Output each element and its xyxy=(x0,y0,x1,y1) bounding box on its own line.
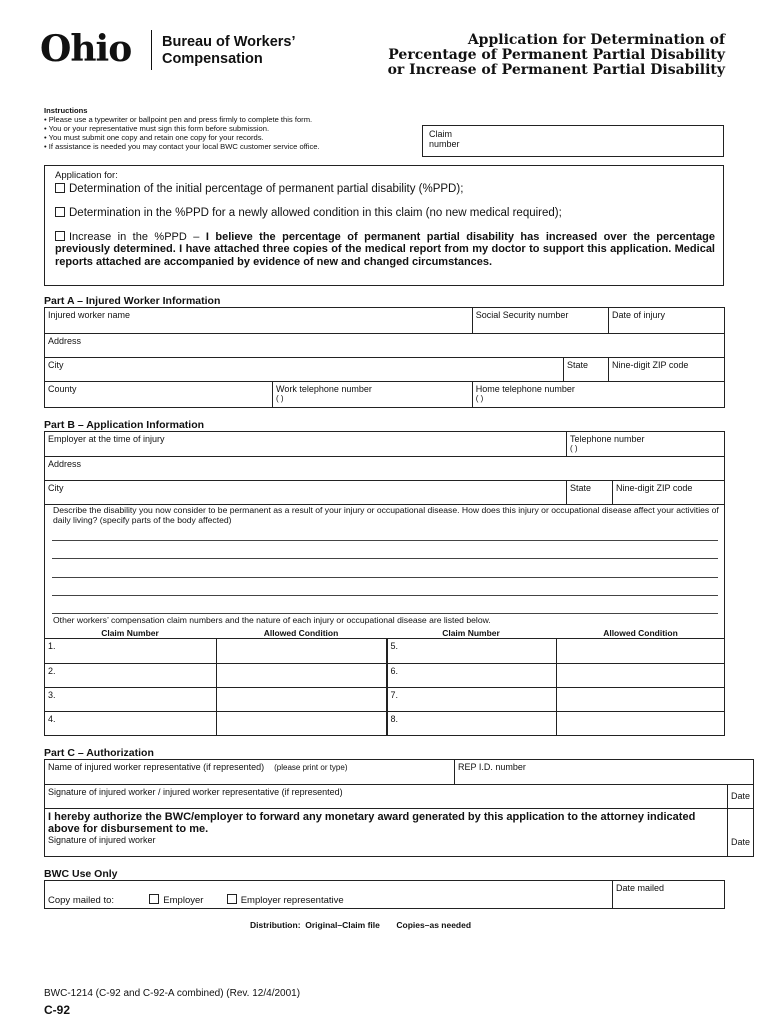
injured-worker-name-field[interactable] xyxy=(45,308,473,334)
row-number: 5. xyxy=(390,641,399,651)
instruction-item: • You must submit one copy and retain one copy for your records. xyxy=(44,133,264,142)
title-line1: Application for Determination of xyxy=(467,32,725,48)
row-number: 7. xyxy=(390,690,399,700)
allowed-condition-cell[interactable] xyxy=(217,688,387,712)
col-allowed-condition: Allowed Condition xyxy=(603,628,678,638)
claim-number-cell[interactable] xyxy=(387,712,557,736)
copy-mailed-row xyxy=(45,881,613,909)
write-line[interactable] xyxy=(52,595,718,596)
allowed-condition-cell[interactable] xyxy=(217,639,387,664)
label: Name of injured worker representative (if represented) xyxy=(48,762,265,772)
option-initial-ppd-label: Determination of the initial percentage of permanent partial disability (%PPD); xyxy=(69,183,464,195)
label: Home telephone number xyxy=(475,384,575,394)
claim-label-2: number xyxy=(429,139,460,149)
allowed-condition-cell[interactable] xyxy=(217,712,387,736)
row-number: 4. xyxy=(48,714,56,724)
state-field[interactable] xyxy=(564,358,609,382)
phone-format: ( ) xyxy=(475,394,484,403)
part-b-table xyxy=(44,431,725,505)
label: City xyxy=(48,360,64,370)
claim-number-cell[interactable] xyxy=(45,639,217,664)
county-field[interactable] xyxy=(45,382,273,408)
describe-prompt: Describe the disability you now consider to be permanent as a result of your injury or occupational disease. How does this injury or occupational disease affect your activities of daily living? (specify parts of the body affected) xyxy=(53,505,719,525)
employer-checkbox[interactable] xyxy=(149,894,159,904)
part-c-table xyxy=(44,759,754,857)
col-claim-number: Claim Number xyxy=(101,628,159,638)
row-number: 3. xyxy=(48,690,56,700)
option-increase-label: Increase in the %PPD – xyxy=(69,231,206,243)
employer-address-field[interactable] xyxy=(45,457,725,481)
label: Work telephone number xyxy=(276,384,372,394)
instructions xyxy=(44,106,414,151)
print-type-note: (please print or type) xyxy=(274,763,348,772)
write-line[interactable] xyxy=(52,540,718,541)
employer-field[interactable] xyxy=(45,432,567,457)
checkbox[interactable] xyxy=(55,231,65,241)
claim-label-1: Claim xyxy=(429,129,453,139)
bureau-name xyxy=(162,34,296,68)
claim-number-cell[interactable] xyxy=(387,639,557,664)
instruction-item: • If assistance is needed you may contact your local BWC customer service office. xyxy=(44,142,320,151)
instruction-item: • You or your representative must sign this form before submission. xyxy=(44,124,270,133)
other-claims-table xyxy=(44,638,725,736)
distribution-note: Distribution: Original–Claim file Copies–as needed xyxy=(250,920,472,930)
title-line3: or Increase of Permanent Partial Disability xyxy=(387,62,725,78)
ssn-field[interactable] xyxy=(472,308,608,334)
label: State xyxy=(567,360,589,370)
label: Social Security number xyxy=(475,310,569,320)
label: REP I.D. number xyxy=(458,762,526,772)
allowed-condition-cell[interactable] xyxy=(557,688,725,712)
write-line[interactable] xyxy=(52,558,718,559)
checkbox[interactable] xyxy=(55,183,65,193)
claim-number-cell[interactable] xyxy=(45,688,217,712)
employer-city-field[interactable] xyxy=(45,481,567,505)
label: Signature of injured worker / injured worker representative (if represented) xyxy=(48,787,343,797)
option-new-condition[interactable] xyxy=(55,207,562,219)
label: County xyxy=(48,384,77,394)
phone-format: ( ) xyxy=(570,444,578,453)
col-allowed-condition: Allowed Condition xyxy=(263,628,339,638)
title-line2: Percentage of Permanent Partial Disability xyxy=(388,47,725,63)
bwc-use-heading: BWC Use Only xyxy=(44,868,118,880)
write-line[interactable] xyxy=(52,613,718,614)
write-line[interactable] xyxy=(52,577,718,578)
option-increase-statement: I believe the percentage of permanent partial disability has increased over the percentage previously determined. I have attached three copies of the medical report from my doctor to support this application. Medical reports attached are accompanied by evidence of new and changed circumstances. xyxy=(55,231,716,268)
zip-field[interactable] xyxy=(609,358,725,382)
employer-label: Employer xyxy=(163,895,204,906)
employer-zip-field[interactable] xyxy=(613,481,725,505)
option-increase-ppd[interactable] xyxy=(55,231,715,268)
instructions-heading: Instructions xyxy=(44,106,88,115)
phone-format: ( ) xyxy=(276,394,284,403)
option-initial-ppd[interactable] xyxy=(55,183,463,195)
label: Telephone number xyxy=(570,434,645,444)
row-number: 8. xyxy=(390,714,399,724)
label: Date xyxy=(731,837,751,847)
address-field[interactable] xyxy=(45,334,725,358)
date-mailed-field[interactable] xyxy=(613,881,725,909)
work-phone-field[interactable] xyxy=(273,382,473,408)
label: Employer at the time of injury xyxy=(48,434,165,444)
ohio-logo: Ohio xyxy=(40,28,132,70)
copy-mailed-label: Copy mailed to: xyxy=(48,895,115,906)
label: Nine-digit ZIP code xyxy=(616,483,693,493)
claim-number-cell[interactable] xyxy=(387,688,557,712)
allowed-condition-cell[interactable] xyxy=(217,664,387,688)
label: Date xyxy=(731,791,751,801)
city-field[interactable] xyxy=(45,358,564,382)
bureau-line2: Compensation xyxy=(162,51,263,67)
instruction-item: • Please use a typewriter or ballpoint pen and press firmly to complete this form. xyxy=(44,115,313,124)
checkbox[interactable] xyxy=(55,207,65,217)
rep-name-field[interactable] xyxy=(45,760,455,785)
employer-rep-checkbox[interactable] xyxy=(227,894,237,904)
worker-signature-field[interactable] xyxy=(45,809,728,857)
rep-id-field[interactable] xyxy=(455,760,754,785)
rep-signature-field[interactable] xyxy=(45,785,728,809)
claim-number-cell[interactable] xyxy=(387,664,557,688)
part-a-heading: Part A – Injured Worker Information xyxy=(44,295,221,307)
rep-signature-date-field[interactable] xyxy=(728,785,754,809)
allowed-condition-cell[interactable] xyxy=(557,712,725,736)
label: Nine-digit ZIP code xyxy=(612,360,689,370)
label: Address xyxy=(48,459,82,469)
other-claims-prompt: Other workers’ compensation claim numbers and the nature of each injury or occupational disease are listed below. xyxy=(53,615,491,625)
part-a-table xyxy=(44,307,725,408)
bwc-use-table xyxy=(44,880,725,909)
worker-signature-date-field[interactable] xyxy=(728,809,754,857)
label: City xyxy=(48,483,64,493)
label: Date mailed xyxy=(616,883,665,893)
label: Address xyxy=(48,336,82,346)
employer-rep-label: Employer representative xyxy=(240,895,344,906)
part-c-heading: Part C – Authorization xyxy=(44,747,154,759)
allowed-condition-cell[interactable] xyxy=(557,639,725,664)
label: State xyxy=(570,483,592,493)
application-for-label: Application for: xyxy=(55,170,118,181)
option-new-condition-label: Determination in the %PPD for a newly allowed condition in this claim (no new medical required); xyxy=(69,207,562,219)
claim-number-cell[interactable] xyxy=(45,712,217,736)
form-number: BWC-1214 (C-92 and C-92-A combined) (Rev. 12/4/2001) xyxy=(44,988,301,999)
application-for-section xyxy=(44,165,724,286)
employer-state-field[interactable] xyxy=(567,481,613,505)
claim-number-cell[interactable] xyxy=(45,664,217,688)
bureau-line1: Bureau of Workers’ xyxy=(162,34,296,50)
row-number: 1. xyxy=(48,641,56,651)
form-code: C-92 xyxy=(44,1003,71,1017)
form-title xyxy=(325,33,725,78)
part-b-heading: Part B – Application Information xyxy=(44,419,205,431)
date-of-injury-field[interactable] xyxy=(609,308,725,334)
label: Injured worker name xyxy=(48,310,131,320)
col-claim-number: Claim Number xyxy=(442,628,500,638)
label: Signature of injured worker xyxy=(48,835,156,845)
row-number: 6. xyxy=(390,666,399,676)
row-number: 2. xyxy=(48,666,56,676)
logo-divider xyxy=(151,30,152,70)
allowed-condition-cell[interactable] xyxy=(557,664,725,688)
home-phone-field[interactable] xyxy=(472,382,724,408)
label: Date of injury xyxy=(612,310,666,320)
claim-number-field[interactable] xyxy=(422,125,724,157)
employer-phone-field[interactable] xyxy=(567,432,725,457)
authorization-statement: I hereby authorize the BWC/employer to forward any monetary award generated by this application to the attorney indicated above for disbursement to me. xyxy=(48,811,696,835)
